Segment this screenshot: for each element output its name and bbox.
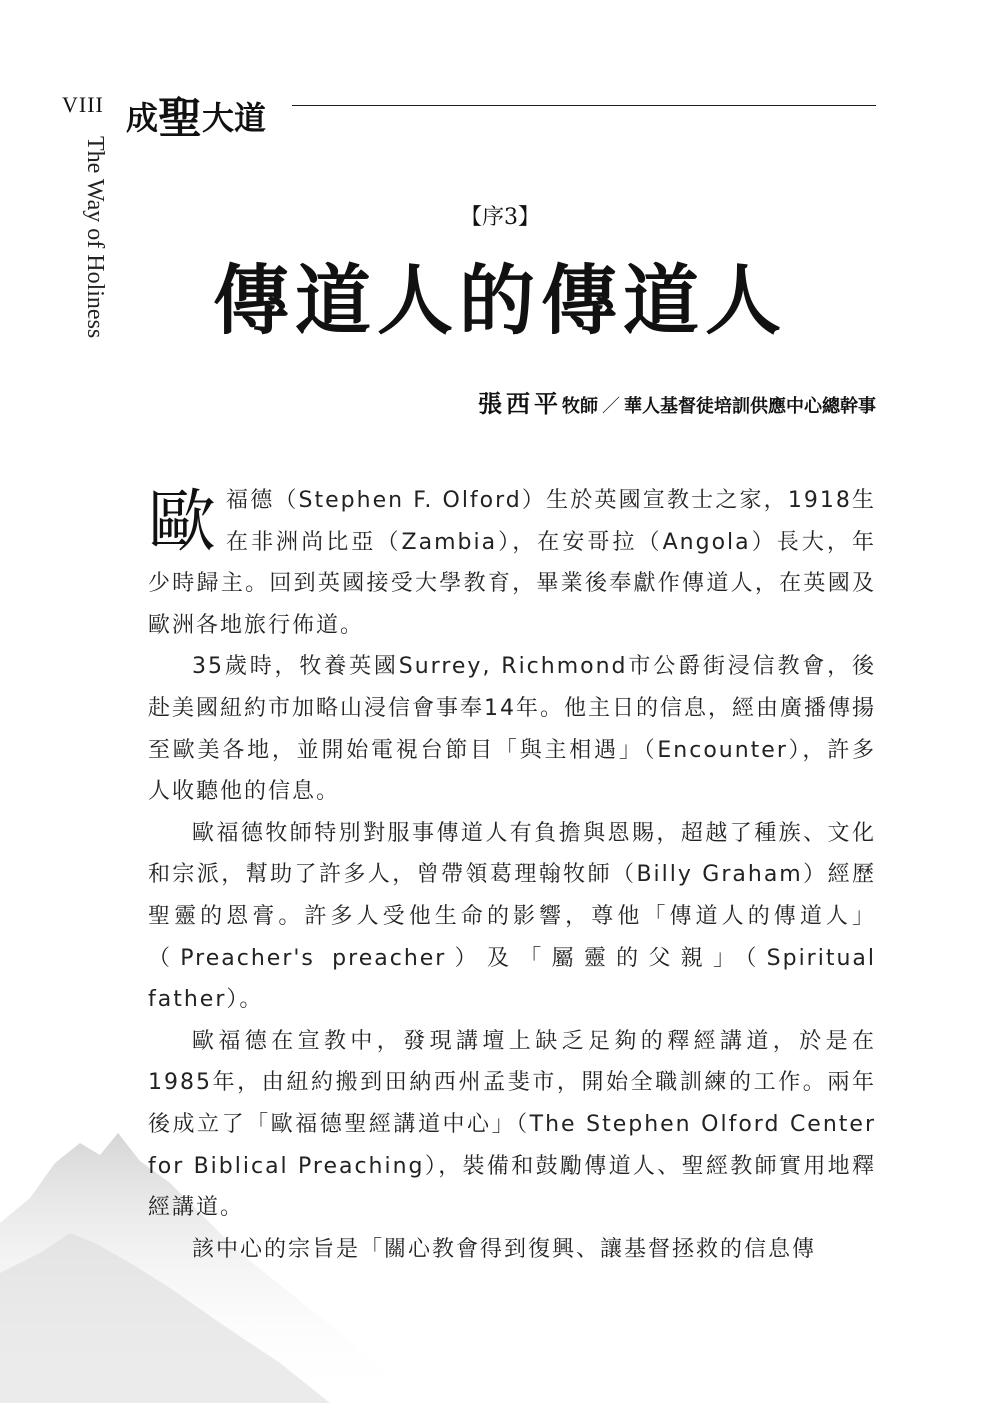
book-title-part3: 大道 — [202, 99, 267, 137]
author-name: 張西平 — [478, 389, 562, 418]
paragraph-2: 35歲時，牧養英國Surrey, Richmond市公爵街浸信教會，後赴美國紐約市加略山浸信會事奉14年。他主日的信息，經由廣播傳揚至歐美各地，並開始電視台節目「與主相遇」（Encounter），許多人收聽他的信息。 — [148, 654, 876, 805]
book-title — [126, 78, 266, 142]
author-organization: 華人基督徒培訓供應中心總幹事 — [624, 396, 876, 417]
chapter-title: 傳道人的傳道人 — [213, 256, 787, 345]
article-body — [148, 480, 876, 1270]
paragraph-5: 該中心的宗旨是「關心教會得到復興、讓基督拯救的信息傳 — [192, 1236, 817, 1262]
book-title-part1: 成 — [126, 99, 159, 137]
paragraph-3: 歐福德牧師特別對服事傳道人有負擔與恩賜，超越了種族、文化和宗派，幫助了許多人，曾帶領葛理翰牧師（Billy Graham）經歷聖靈的恩膏。許多人受他生命的影響，尊他「傳道人的傳道人」（Preacher's preacher）及「屬靈的父親」（Spiritual father）。 — [148, 820, 876, 1013]
paragraph-1 — [148, 480, 876, 646]
header-rule — [292, 105, 876, 106]
page-number: VIII — [62, 92, 104, 117]
drop-cap: 歐 — [148, 483, 219, 562]
byline-separator: ／ — [602, 396, 620, 417]
book-title-part2: 聖 — [158, 93, 203, 144]
vertical-book-title: The Way of Holiness — [82, 136, 108, 339]
paragraph-4: 歐福德在宣教中，發現講壇上缺乏足夠的釋經講道，於是在1985年，由紐約搬到田納西州孟斐市，開始全職訓練的工作。兩年後成立了「歐福德聖經講道中心」（The Stephen Olford Center for Biblical Preaching），裝備和鼓勵傳道人、聖經教師實用地釋經講道。 — [148, 1028, 876, 1221]
paragraph-1-text: 福德（Stephen F. Olford）生於英國宣教士之家，1918生在非洲尚比亞（Zambia），在安哥拉（Angola）長大，年少時歸主。回到英國接受大學教育，畢業後奉獻作傳道人，在英國及歐洲各地旅行佈道。 — [148, 488, 876, 638]
preface-label: 【序3】 — [460, 205, 540, 230]
author-role: 牧師 — [562, 396, 598, 417]
author-byline — [478, 384, 876, 419]
